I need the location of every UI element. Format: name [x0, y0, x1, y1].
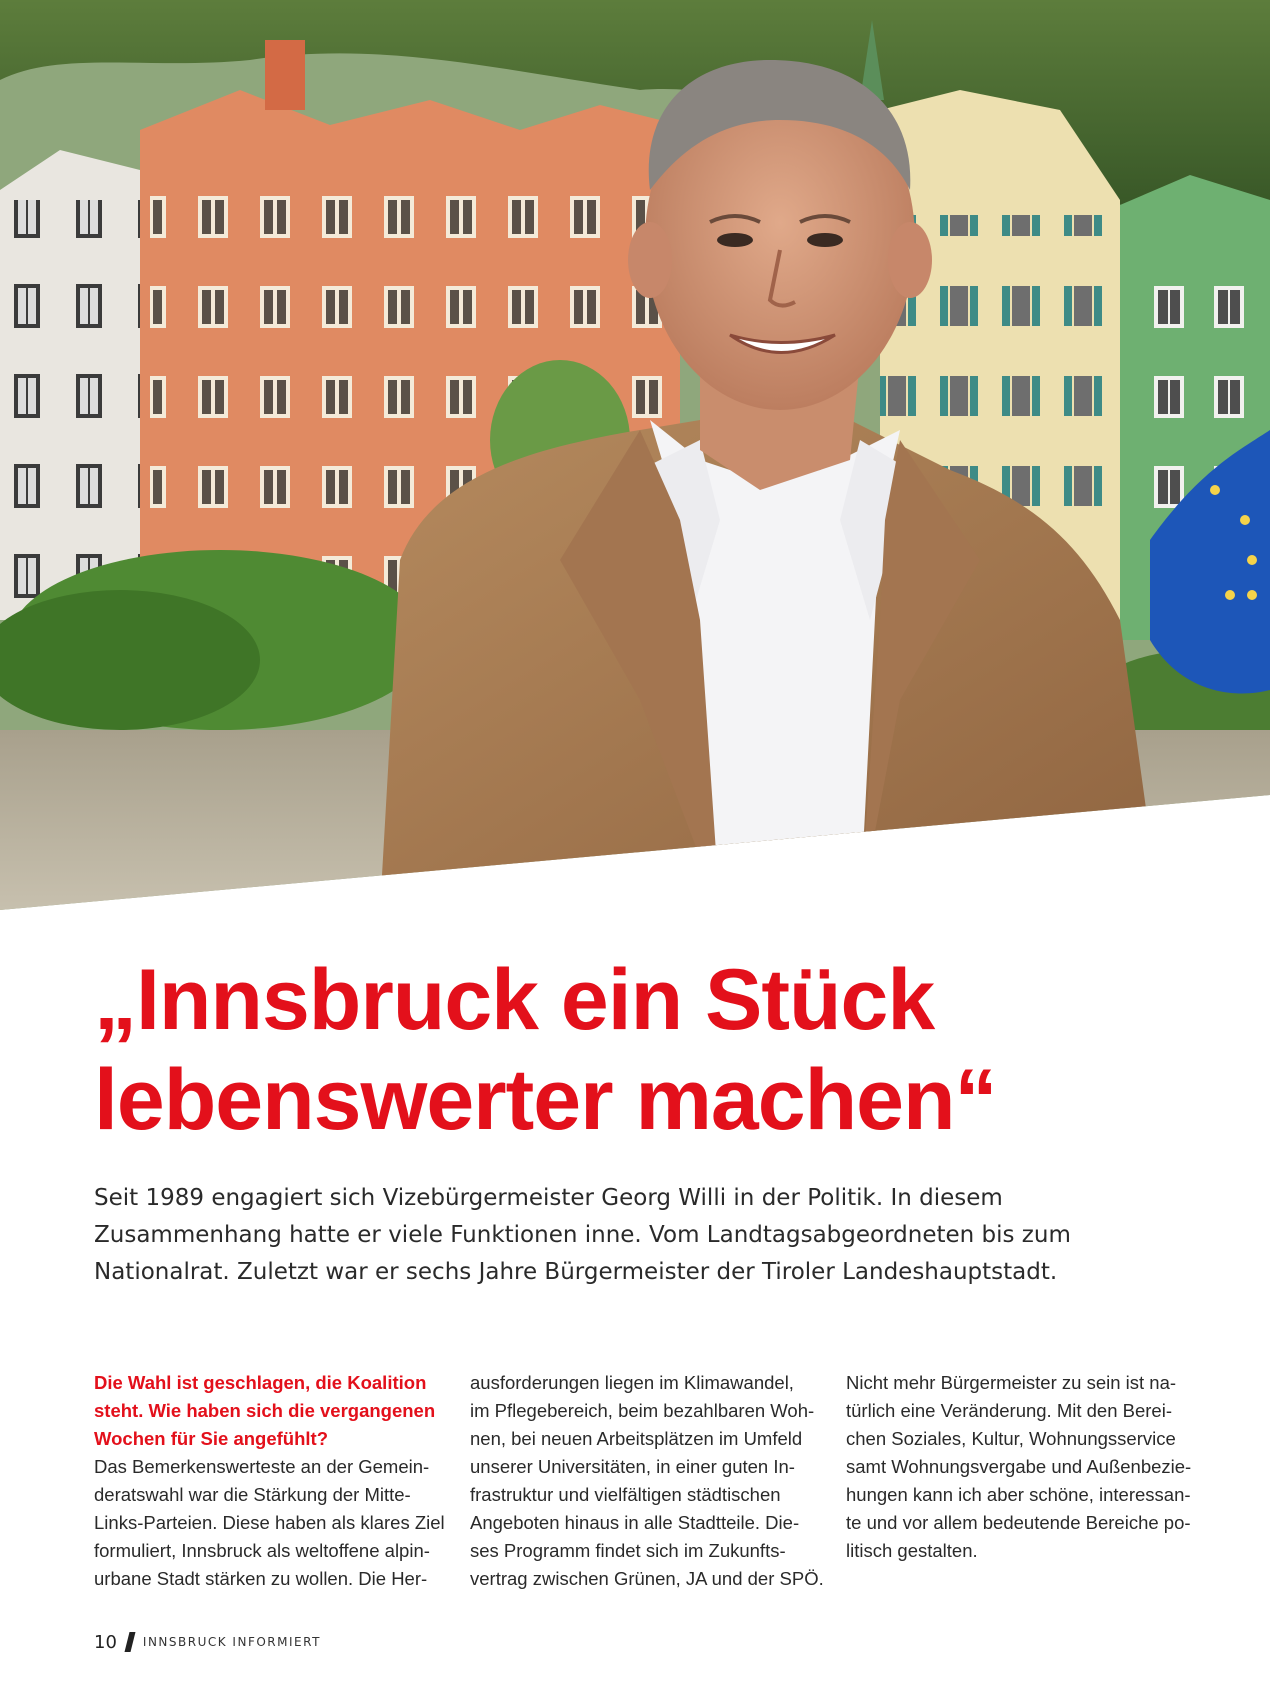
- body-line: samt Wohnungsvergabe und Außenbezie-: [846, 1456, 1192, 1477]
- body-column-1: [94, 1369, 445, 1593]
- lead-line: Nationalrat. Zuletzt war er sechs Jahre Bürgermeister der Tiroler Landeshauptstadt.: [94, 1259, 1058, 1285]
- body-line: frastruktur und vielfältigen städtischen: [470, 1484, 781, 1505]
- answer-line: Links-Parteien. Diese haben als klares Ziel: [94, 1512, 445, 1533]
- separator-slash: [124, 1632, 135, 1652]
- lead-line: Zusammenhang hatte er viele Funktionen inne. Vom Landtagsabgeordneten bis zum: [94, 1222, 1071, 1248]
- page-footer: [94, 1630, 321, 1654]
- body-column-2: [470, 1369, 824, 1593]
- body-column-3: [846, 1369, 1192, 1565]
- body-line: unserer Universitäten, in einer guten In-: [470, 1456, 795, 1477]
- body-line: litisch gestalten.: [846, 1540, 978, 1561]
- lead-line: Seit 1989 engagiert sich Vizebürgermeister Georg Willi in der Politik. In diesem: [94, 1185, 1003, 1211]
- page-number: 10: [94, 1631, 117, 1653]
- body-line: Nicht mehr Bürgermeister zu sein ist na-: [846, 1372, 1177, 1393]
- body-line: türlich eine Veränderung. Mit den Berei-: [846, 1400, 1172, 1421]
- answer-line: formuliert, Innsbruck als weltoffene alpin-: [94, 1540, 430, 1561]
- body-line: Angeboten hinaus in alle Stadtteile. Die-: [470, 1512, 800, 1533]
- body-line: chen Soziales, Kultur, Wohnungsservice: [846, 1428, 1176, 1449]
- body-line: nen, bei neuen Arbeitsplätzen im Umfeld: [470, 1428, 803, 1449]
- body-line: ausforderungen liegen im Klimawandel,: [470, 1372, 794, 1393]
- interview-question-line: steht. Wie haben sich die vergangenen: [94, 1400, 436, 1421]
- headline-line-1: „Innsbruck ein Stück: [94, 952, 935, 1048]
- lead-paragraph: [94, 1180, 1194, 1291]
- answer-line: deratswahl war die Stärkung der Mitte-: [94, 1484, 411, 1505]
- body-line: te und vor allem bedeutende Bereiche po-: [846, 1512, 1191, 1533]
- interview-question-line: Wochen für Sie angefühlt?: [94, 1428, 328, 1449]
- body-line: im Pflegebereich, beim bezahlbaren Woh-: [470, 1400, 815, 1421]
- answer-line: urbane Stadt stärken zu wollen. Die Her-: [94, 1568, 428, 1589]
- body-line: hungen kann ich aber schöne, interessan-: [846, 1484, 1191, 1505]
- headline: [94, 950, 1194, 1150]
- body-line: vertrag zwischen Grünen, JA und der SPÖ.: [470, 1568, 824, 1589]
- magazine-name: INNSBRUCK INFORMIERT: [142, 1635, 321, 1649]
- interview-question-line: Die Wahl ist geschlagen, die Koalition: [94, 1372, 427, 1393]
- headline-line-2: lebenswerter machen“: [94, 1052, 997, 1148]
- answer-line: Das Bemerkenswerteste an der Gemein-: [94, 1456, 430, 1477]
- body-line: ses Programm findet sich im Zukunfts-: [470, 1540, 786, 1561]
